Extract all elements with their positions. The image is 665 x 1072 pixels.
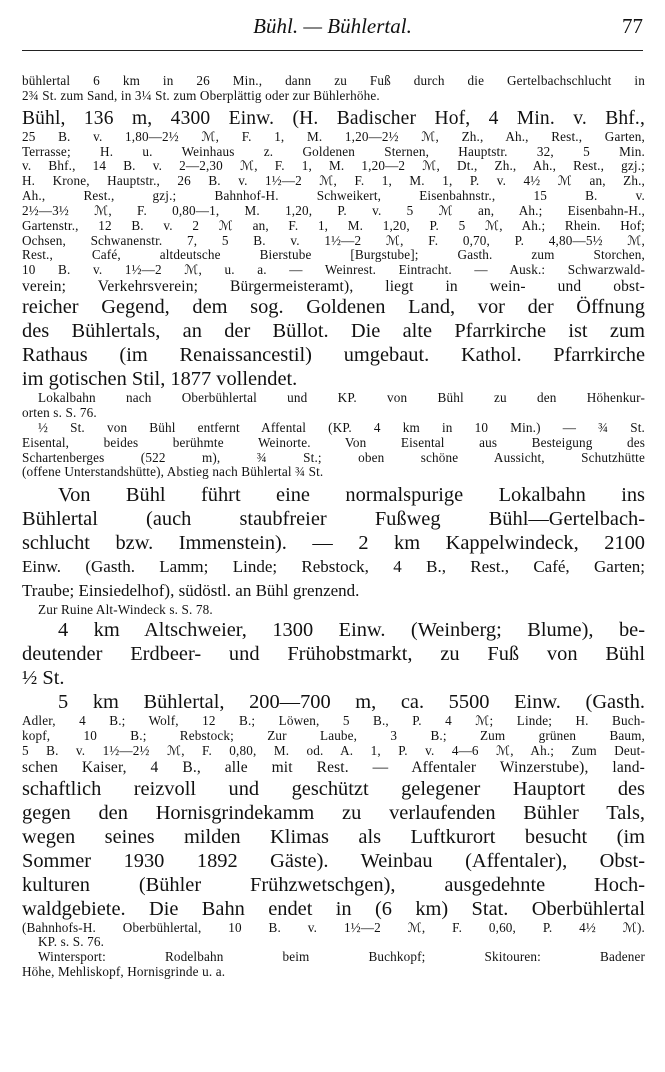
text-line: Sommer 1930 1892 Gäste). Weinbau (Affentaler), Obst- [22,849,645,872]
text-line: gegen den Hornisgrindekamm zu verlaufenden Bühler Tals, [22,801,645,824]
text-line: Ochsen, Schwanenstr. 7, 5 B. v. 1½—2 ℳ, F. 0,70, P. 4,80—5½ ℳ, [22,232,645,248]
text-line: Eisental, beides berühmte Weinorte. Von Eisental aus Besteigung des [22,434,645,450]
text-line: des Bühlertals, an der Büllot. Die alte Pfarrkirche ist zum [22,320,645,343]
text-line: ½ St. von Bühl entfernt Affental (KP. 4 km in 10 Min.) — ¾ St. [38,419,645,435]
text-line: Traube; Einsiedelhof), südöstl. an Bühl grenzend. [22,581,360,601]
text-line: schaftlich reizvoll und geschützt gelegener Hauptort des [22,777,645,800]
text-line: 2½—3½ ℳ, F. 0,80—1, M. 1,20, P. v. 5 ℳ an, Ah.; Eisenbahn-H., [22,202,645,218]
text-line: Adler, 4 B.; Wolf, 12 B.; Löwen, 5 B., P. 4 ℳ; Linde; H. Buch- [22,713,645,729]
page-number: 77 [622,14,643,38]
text-line: Lokalbahn nach Oberbühlertal und KP. von Bühl zu den Höhenkur- [38,390,645,406]
text-line: schlucht bzw. Immenstein). — 2 km Kappelwindeck, 2100 [22,532,645,555]
text-line: wegen seines milden Klimas als Luftkurort besucht (im [22,825,645,848]
header-rule [22,50,643,51]
text-line: bühlertal 6 km in 26 Min., dann zu Fuß durch die Gertelbachschlucht in [22,73,645,88]
text-line: v. Bhf., 14 B. v. 2—2,30 ℳ, F. 1, M. 1,20—2 ℳ, Dt., Zh., Ah., Rest., gzj.; [22,158,645,174]
text-line: Rathaus (im Renaissancestil) umgebaut. Kathol. Pfarrkirche [22,344,645,367]
running-header [22,6,643,46]
text-line: verein; Verkehrsverein; Bürgermeisteramt), liegt in wein- und obst- [22,278,645,296]
text-line: schen Kaiser, 4 B., alle mit Rest. — Affentaler Winzerstube), land- [22,758,645,776]
text-line: Terrasse; H. u. Weinhaus z. Goldenen Sternen, Hauptstr. 32, 5 Min. [22,143,645,159]
text-line: reicher Gegend, dem sog. Goldenen Land, vor der Öffnung [22,296,645,319]
text-line: Einw. (Gasth. Lamm; Linde; Rebstock, 4 B., Rest., Café, Garten; [22,557,645,577]
text-line: 4 km Altschweier, 1300 Einw. (Weinberg; Blume), be- [58,619,645,642]
text-line: 25 B. v. 1,80—2½ ℳ, F. 1, M. 1,20—2½ ℳ, Zh., Ah., Rest., Garten, [22,128,645,144]
text-line: Wintersport: Rodelbahn beim Buchkopf; Skitouren: Badener [38,949,645,965]
text-line: Ah., Rest., gzj.; Bahnhof-H. Schweikert, Eisenbahnstr., 15 B. v. [22,188,645,204]
text-line: Höhe, Mehliskopf, Hornisgrinde u. a. [22,964,226,980]
text-line: Bühlertal (auch staubfreier Fußweg Bühl—Gertelbach- [22,508,645,531]
text-line: H. Krone, Hauptstr., 26 B. v. 1½—2 ℳ, F. 1, M. 1, P. v. 4½ ℳ an, Zh., [22,173,645,189]
text-line: orten s. S. 76. [22,404,97,420]
text-line: Rest., Café, altdeutsche Bierstube [Burgstube]; Gasth. zum Storchen, [22,247,645,263]
entry-heading-buehl: Bühl, 136 m, 4300 Einw. (H. Badischer Hof, 4 Min. v. Bhf., [22,107,645,129]
text-line: ½ St. [22,667,65,690]
running-title: Bühl. — Bühlertal. [253,14,412,38]
text-line: 2¾ St. zum Sand, in 3¼ St. zum Oberplättig oder zur Bühlerhöhe. [22,87,380,103]
entry-heading-buehlertal: 5 km Bühlertal, 200—700 m, ca. 5500 Einw. (Gasth. [58,691,645,714]
guide-text [22,74,645,980]
text-line: Zur Ruine Alt-Windeck s. S. 78. [38,602,213,618]
text-line: im gotischen Stil, 1877 vollendet. [22,368,298,391]
text-line: kulturen (Bühler Frühzwetschgen), ausgedehnte Hoch- [22,873,645,896]
text-line: (Bahnhofs-H. Oberbühlertal, 10 B. v. 1½—2 ℳ, F. 0,60, P. 4½ ℳ). [22,919,645,935]
text-line: deutender Erdbeer- und Frühobstmarkt, zu Fuß von Bühl [22,643,645,666]
text-line: Von Bühl führt eine normalspurige Lokalbahn ins [58,484,645,507]
text-line: Schartenberges (522 m), ¾ St.; oben schöne Aussicht, Schutzhütte [22,449,645,465]
text-line: 5 B. v. 1½—2½ ℳ, F. 0,80, M. od. A. 1, P. v. 4—6 ℳ, Ah.; Zum Deut- [22,742,645,758]
text-line: kopf, 10 B.; Rebstock; Zur Laube, 3 B.; Zum grünen Baum, [22,727,645,743]
text-line: (offene Unterstandshütte), Abstieg nach Bühlertal ¾ St. [22,464,324,480]
text-line: 10 B. v. 1½—2 ℳ, u. a. — Weinrest. Eintracht. — Ausk.: Schwarzwald- [22,262,645,278]
text-line: Gartenstr., 12 B. v. 2 ℳ an, F. 1, M. 1,20, P. 5 ℳ, Ah.; Rhein. Hof; [22,217,645,233]
text-line: KP. s. S. 76. [38,934,105,950]
text-line: waldgebiete. Die Bahn endet in (6 km) Stat. Oberbühlertal [22,897,645,920]
